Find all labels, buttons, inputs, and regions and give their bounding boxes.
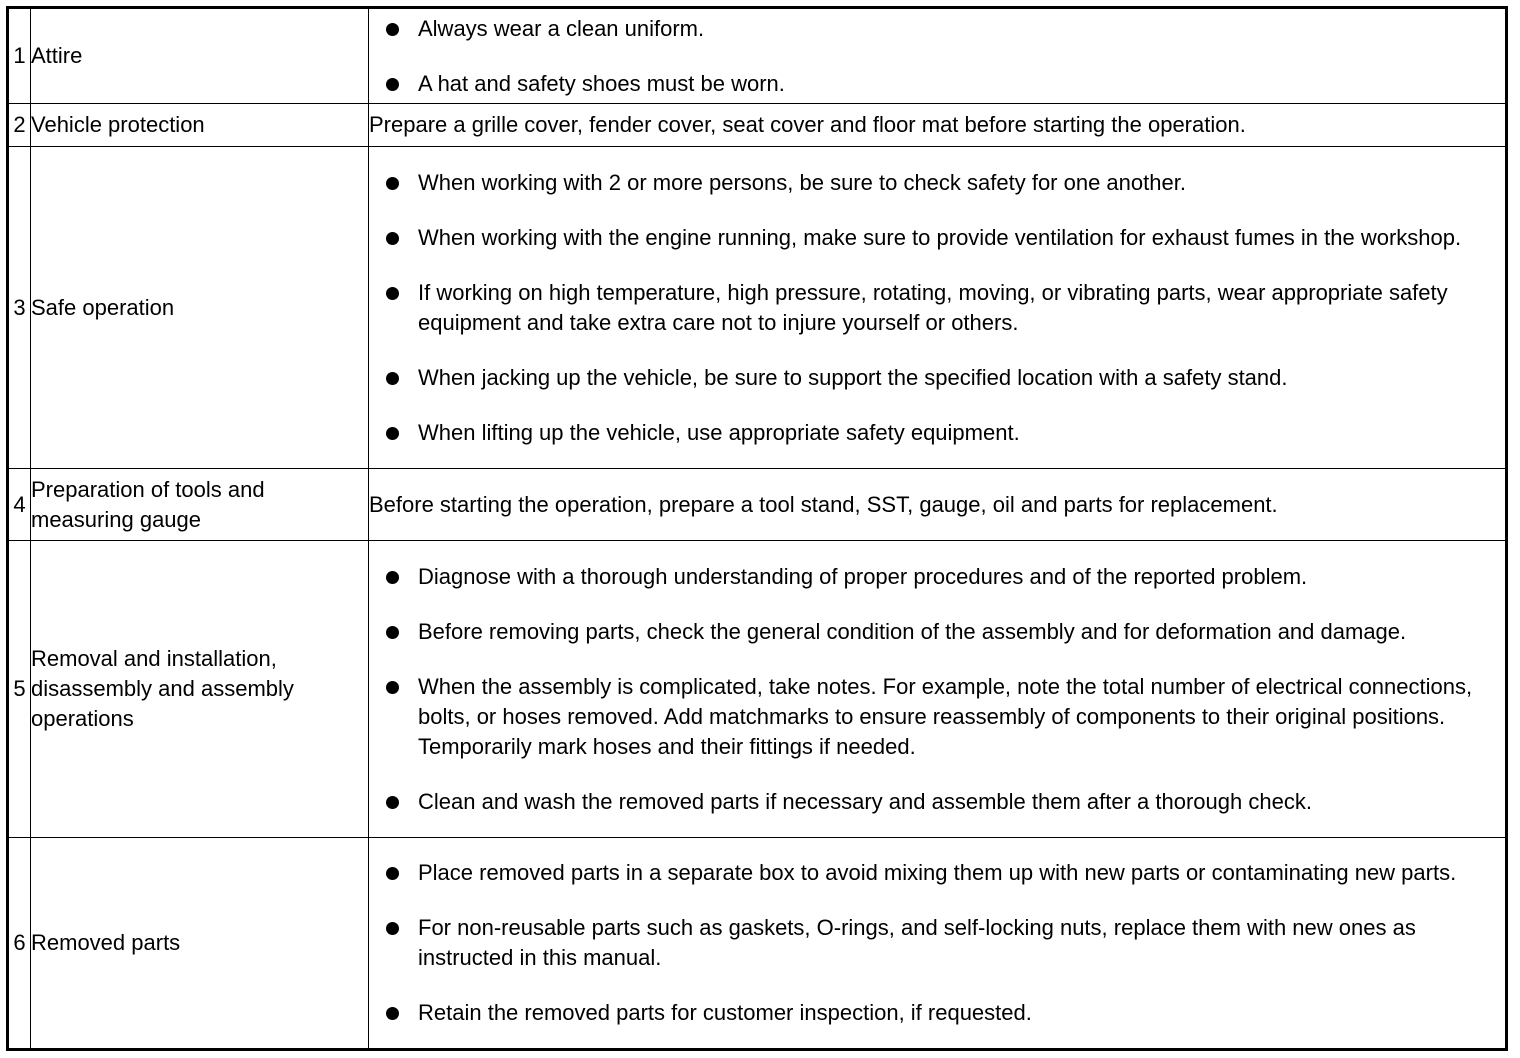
table-row [8,104,1507,147]
bullet-icon [386,571,399,584]
bullet-icon [386,23,399,36]
list-item-text: When jacking up the vehicle, be sure to support the specified location with a safety stand. [418,364,1288,390]
list-item-text: When working with the engine running, make sure to provide ventilation for exhaust fumes in the workshop. [418,224,1462,250]
row-label: Vehicle protection [31,104,369,147]
bullet-icon [386,372,399,385]
bullet-icon [386,177,399,190]
list-item [369,998,1505,1028]
list-item-text: Always wear a clean uniform. [418,15,705,41]
row-label: Preparation of tools and measuring gauge [31,469,369,541]
row-number: 5 [8,541,31,838]
list-item [369,787,1505,817]
list-item-text: Place removed parts in a separate box to avoid mixing them up with new parts or contaminating new parts. [418,860,1457,885]
list-item-text: Diagnose with a thorough understanding of proper procedures and of the reported problem. [418,563,1308,589]
bullet-icon [386,1007,399,1020]
row-content: Prepare a grille cover, fender cover, seat cover and floor mat before starting the operation. [369,104,1507,147]
bullet-icon [386,922,399,935]
row-content: Before starting the operation, prepare a tool stand, SST, gauge, oil and parts for replacement. [369,469,1507,541]
bullet-list [369,14,1505,99]
bullet-icon [386,796,399,809]
bullet-icon [386,232,399,245]
list-item [369,69,1505,99]
list-item-text: When lifting up the vehicle, use appropriate safety equipment. [418,419,1020,445]
row-label: Safe operation [31,147,369,469]
bullet-icon [386,78,399,91]
list-item [369,14,1505,44]
bullet-icon [386,287,399,300]
list-item-text: Clean and wash the removed parts if necessary and assemble them after a thorough check. [418,788,1312,814]
row-content [369,838,1507,1050]
list-item [369,562,1505,592]
bullet-list [369,562,1505,817]
list-item [369,858,1505,888]
bullet-icon [386,681,399,694]
table-row [8,838,1507,1050]
row-label: Attire [31,8,369,104]
row-number: 2 [8,104,31,147]
list-item [369,363,1505,393]
row-number: 1 [8,8,31,104]
row-label: Removal and installation, disassembly and assembly operations [31,541,369,838]
table-row [8,541,1507,838]
row-number: 6 [8,838,31,1050]
row-number: 3 [8,147,31,469]
row-content [369,8,1507,104]
list-item-text: Before removing parts, check the general condition of the assembly and for deformation and damage. [418,618,1407,644]
row-label: Removed parts [31,838,369,1050]
list-item-text: If working on high temperature, high pressure, rotating, moving, or vibrating parts, wear appropriate safety equipment and take extra care not to injure yourself or others. [418,279,1448,335]
bullet-icon [386,626,399,639]
bullet-list [369,858,1505,1028]
row-content [369,541,1507,838]
list-item [369,913,1505,973]
list-item [369,617,1505,647]
precautions-table [6,6,1508,1051]
list-item [369,223,1505,253]
table-row [8,8,1507,104]
list-item [369,278,1505,338]
table-row [8,147,1507,469]
list-item-text: Retain the removed parts for customer inspection, if requested. [418,1000,1032,1025]
bullet-list [369,168,1505,448]
list-item-text: For non-reusable parts such as gaskets, O-rings, and self-locking nuts, replace them with new ones as instructed in this manual. [418,915,1416,970]
list-item [369,168,1505,198]
list-item-text: When working with 2 or more persons, be sure to check safety for one another. [418,169,1186,195]
list-item [369,418,1505,448]
bullet-icon [386,867,399,880]
list-item-text: A hat and safety shoes must be worn. [418,70,785,96]
bullet-icon [386,427,399,440]
row-content [369,147,1507,469]
list-item [369,672,1505,762]
row-number: 4 [8,469,31,541]
table-row [8,469,1507,541]
list-item-text: When the assembly is complicated, take notes. For example, note the total number of electrical connections, bolts, or hoses removed. Add matchmarks to ensure reassembly of components to their original positions. Temporarily mark hoses and their fittings if needed. [418,673,1473,759]
